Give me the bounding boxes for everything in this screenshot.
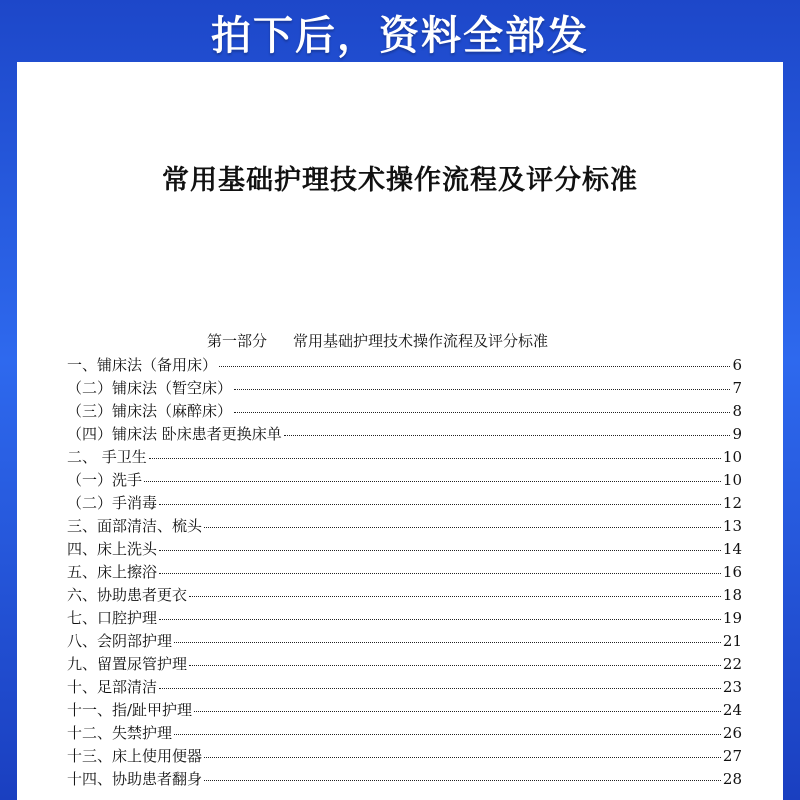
toc-entry[interactable] <box>67 630 742 653</box>
toc-entry-page: 22 <box>722 655 742 673</box>
toc-entry-page: 28 <box>722 770 742 788</box>
toc-entry-label: 八、会阴部护理 <box>67 632 173 650</box>
toc-entry[interactable] <box>67 584 742 607</box>
toc-entry-page: 18 <box>722 586 742 604</box>
toc-dot-leader <box>159 550 721 551</box>
toc-entry-label: （一）洗手 <box>67 471 143 489</box>
toc-entry[interactable] <box>67 653 742 676</box>
toc-entry-page: 19 <box>722 609 742 627</box>
toc-dot-leader <box>159 573 721 574</box>
toc-dot-leader <box>204 780 721 781</box>
part-number: 第一部分 <box>207 332 268 350</box>
toc-entry-page: 13 <box>722 517 742 535</box>
toc-entry[interactable] <box>67 745 742 768</box>
toc-entry[interactable] <box>67 469 742 492</box>
toc-entry-page: 16 <box>722 563 742 581</box>
toc-entry-label: 五、床上擦浴 <box>67 563 158 581</box>
toc-dot-leader <box>159 504 721 505</box>
toc-entry-page: 10 <box>722 471 742 489</box>
toc-entry-label: 十二、失禁护理 <box>67 724 173 742</box>
toc-dot-leader <box>159 688 721 689</box>
toc-dot-leader <box>219 366 730 367</box>
toc-entry-page: 23 <box>722 678 742 696</box>
toc-entry-page: 10 <box>722 448 742 466</box>
document-page <box>17 62 783 800</box>
toc-entry-page: 6 <box>732 356 742 374</box>
toc-entry-label: （四）铺床法 卧床患者更换床单 <box>67 425 282 443</box>
toc-dot-leader <box>234 412 730 413</box>
toc-entry-page: 14 <box>722 540 742 558</box>
toc-entry[interactable] <box>67 699 742 722</box>
toc-entry-label: 十三、床上使用便器 <box>67 747 203 765</box>
toc-entry-label: 十、足部清洁 <box>67 678 158 696</box>
toc-entry[interactable] <box>67 538 742 561</box>
toc-dot-leader <box>204 527 721 528</box>
table-of-contents <box>67 354 742 791</box>
toc-entry-label: （二）铺床法（暂空床） <box>67 379 233 397</box>
part-heading <box>207 330 548 351</box>
toc-entry-label: 四、床上洗头 <box>67 540 158 558</box>
toc-entry[interactable] <box>67 377 742 400</box>
toc-dot-leader <box>144 481 721 482</box>
toc-dot-leader <box>159 619 721 620</box>
toc-entry-page: 9 <box>732 425 742 443</box>
toc-entry-label: 三、面部清洁、梳头 <box>67 517 203 535</box>
toc-entry-label: 七、口腔护理 <box>67 609 158 627</box>
part-name: 常用基础护理技术操作流程及评分标准 <box>293 332 549 350</box>
toc-entry-label: 九、留置尿管护理 <box>67 655 188 673</box>
toc-entry-page: 21 <box>722 632 742 650</box>
toc-dot-leader <box>194 711 721 712</box>
toc-dot-leader <box>174 642 721 643</box>
toc-entry-label: 十一、指/趾甲护理 <box>67 701 193 719</box>
toc-dot-leader <box>189 665 721 666</box>
toc-entry-label: （三）铺床法（麻醉床） <box>67 402 233 420</box>
toc-entry[interactable] <box>67 722 742 745</box>
toc-entry-label: 一、铺床法（备用床） <box>67 356 218 374</box>
toc-entry-page: 27 <box>722 747 742 765</box>
toc-entry[interactable] <box>67 561 742 584</box>
toc-dot-leader <box>204 757 721 758</box>
toc-entry-label: 六、协助患者更衣 <box>67 586 188 604</box>
toc-entry[interactable] <box>67 354 742 377</box>
toc-dot-leader <box>234 389 730 390</box>
toc-dot-leader <box>174 734 721 735</box>
document-title: 常用基础护理技术操作流程及评分标准 <box>162 165 638 196</box>
toc-entry[interactable] <box>67 400 742 423</box>
toc-dot-leader <box>284 435 731 436</box>
toc-entry-page: 24 <box>722 701 742 719</box>
toc-entry[interactable] <box>67 423 742 446</box>
toc-entry-label: 二、 手卫生 <box>67 448 147 466</box>
toc-entry-label: 十四、协助患者翻身 <box>67 770 203 788</box>
toc-entry[interactable] <box>67 492 742 515</box>
toc-dot-leader <box>149 458 721 459</box>
banner-text: 拍下后，资料全部发 <box>211 12 589 59</box>
toc-dot-leader <box>189 596 721 597</box>
toc-entry[interactable] <box>67 607 742 630</box>
toc-entry[interactable] <box>67 515 742 538</box>
toc-entry-page: 12 <box>722 494 742 512</box>
promo-banner <box>0 0 800 64</box>
toc-entry-page: 8 <box>732 402 742 420</box>
toc-entry-page: 26 <box>722 724 742 742</box>
toc-entry-label: （二）手消毒 <box>67 494 158 512</box>
toc-entry-page: 7 <box>732 379 742 397</box>
toc-entry[interactable] <box>67 446 742 469</box>
toc-entry[interactable] <box>67 768 742 791</box>
toc-entry[interactable] <box>67 676 742 699</box>
